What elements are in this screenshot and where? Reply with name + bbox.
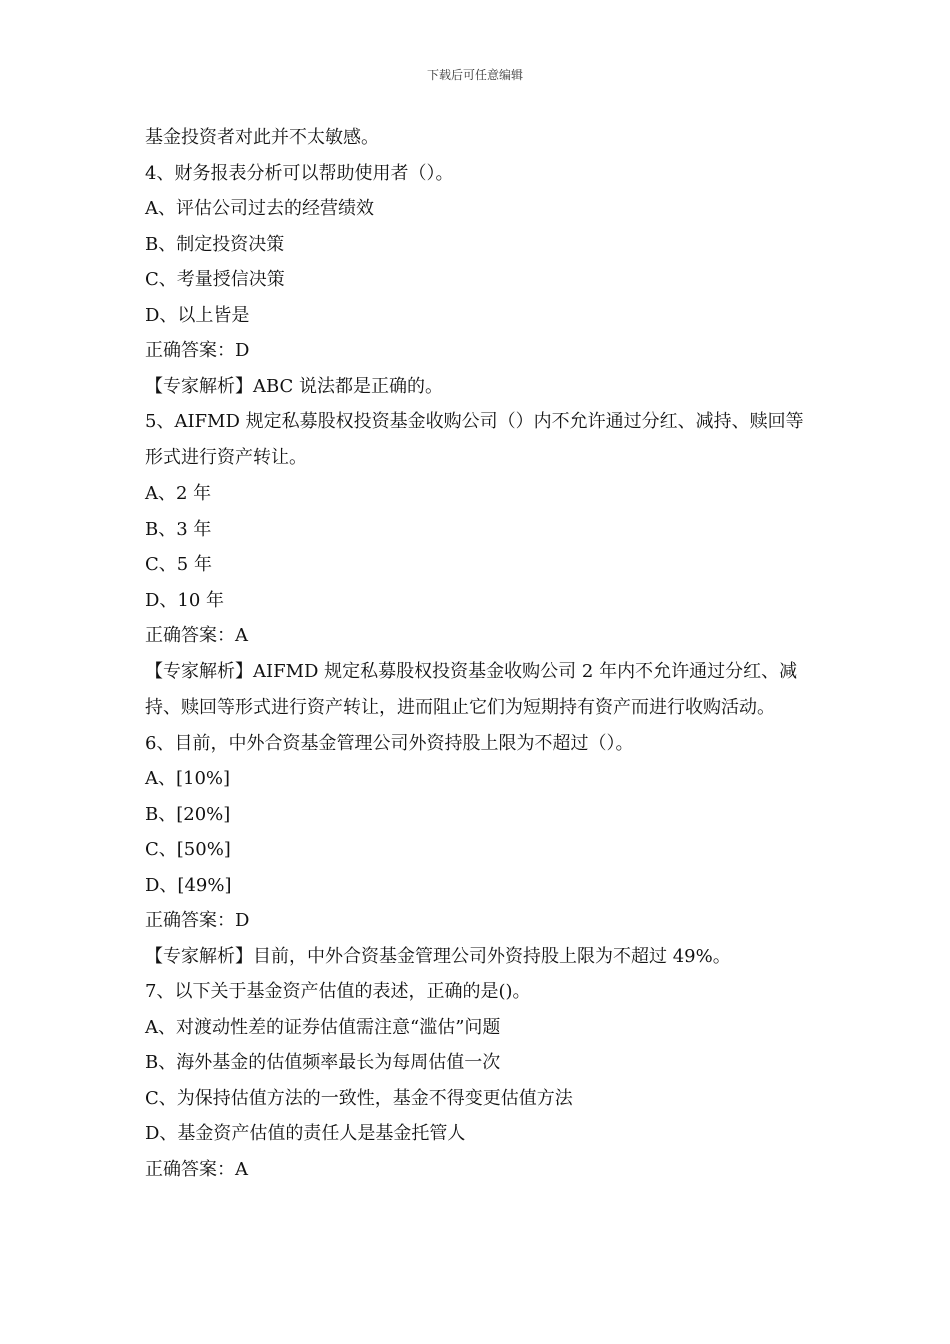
q6-option-b: B、[20%] [145, 803, 231, 825]
q5-analysis: 【专家解析】AIFMD 规定私募股权投资基金收购公司 2 年内不允许通过分红、减持、赎回等形式进行资产转让，进而阻止它们为短期持有资产而进行收购活动。 [145, 660, 798, 718]
q6-analysis: 【专家解析】目前，中外合资基金管理公司外资持股上限为不超过 49%。 [145, 945, 731, 967]
q4-option-b: B、制定投资决策 [145, 233, 285, 255]
document-body [145, 120, 810, 1187]
q5-answer: 正确答案：A [145, 625, 248, 646]
question-6: 6、目前，中外合资基金管理公司外资持股上限为不超过（）。 [145, 732, 634, 754]
q5-option-b: B、3 年 [145, 518, 212, 540]
q7-option-a: A、对渡动性差的证券估值需注意“滥估”问题 [145, 1016, 501, 1038]
text-line: 基金投资者对此并不太敏感。 [145, 127, 379, 148]
question-4: 4、财务报表分析可以帮助使用者（）。 [145, 162, 454, 184]
q4-option-d: D、以上皆是 [145, 304, 250, 326]
q5-option-d: D、10 年 [145, 589, 225, 611]
q4-answer: 正确答案：D [145, 340, 250, 361]
q7-answer: 正确答案：A [145, 1158, 248, 1180]
q7-option-c: C、为保持估值方法的一致性，基金不得变更估值方法 [145, 1087, 573, 1109]
q6-option-c: C、[50%] [145, 839, 231, 860]
q6-option-d: D、[49%] [145, 874, 232, 896]
question-7: 7、以下关于基金资产估值的表述，正确的是()。 [145, 981, 531, 1002]
q4-option-a: A、评估公司过去的经营绩效 [145, 198, 374, 219]
q5-option-c: C、5 年 [145, 554, 212, 575]
q6-answer: 正确答案：D [145, 910, 250, 931]
q7-option-d: D、基金资产估值的责任人是基金托管人 [145, 1123, 466, 1144]
q5-option-a: A、2 年 [145, 483, 212, 504]
page-header: 下载后可任意编辑 [426, 68, 523, 82]
question-5: 5、AIFMD 规定私募股权投资基金收购公司（）内不允许通过分红、减持、赎回等形式进行资产转让。 [145, 411, 804, 468]
q6-option-a: A、[10%] [145, 768, 231, 789]
q4-analysis: 【专家解析】ABC 说法都是正确的。 [145, 375, 444, 397]
q7-option-b: B、海外基金的估值频率最长为每周估值一次 [145, 1052, 501, 1073]
q4-option-c: C、考量授信决策 [145, 269, 285, 290]
